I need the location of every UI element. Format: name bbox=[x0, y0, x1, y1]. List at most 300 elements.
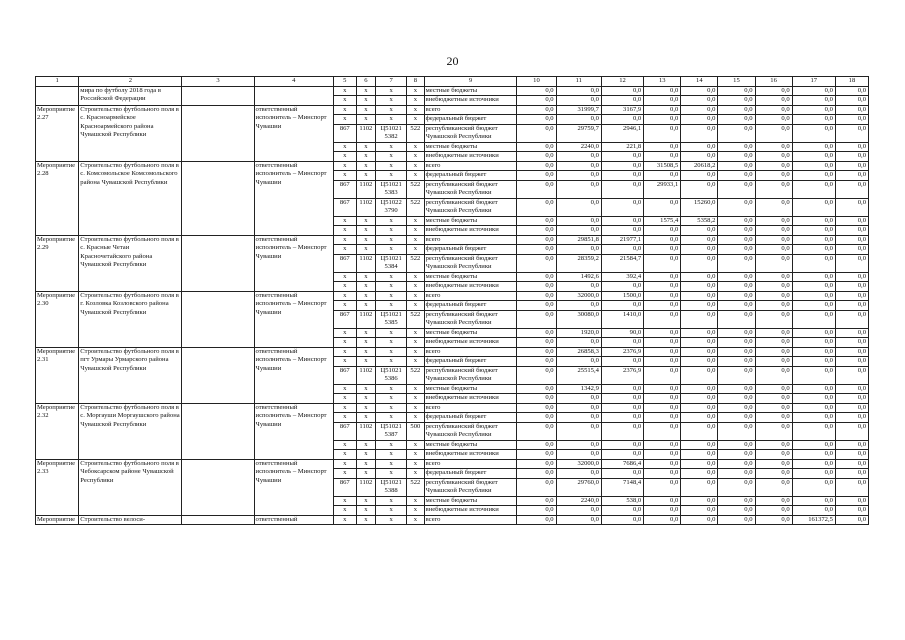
value-cell: 0,0 bbox=[755, 161, 792, 171]
value-cell: 0,0 bbox=[718, 254, 755, 272]
code-cell: х bbox=[333, 347, 356, 357]
value-cell: 0,0 bbox=[835, 366, 868, 384]
event-description-cell: Строительство велоси- bbox=[79, 515, 182, 525]
value-cell: 0,0 bbox=[792, 310, 835, 328]
value-cell: 3167,9 bbox=[601, 105, 643, 115]
value-cell: 0,0 bbox=[835, 440, 868, 450]
funding-source-cell: внебюджетные источники bbox=[424, 226, 517, 236]
value-cell: 0,0 bbox=[556, 180, 601, 198]
code-cell: 522 bbox=[407, 198, 425, 216]
column-header: 2 bbox=[79, 77, 182, 87]
value-cell: 0,0 bbox=[718, 96, 755, 106]
code-cell: Ц51021 5385 bbox=[376, 310, 407, 328]
code-cell: х bbox=[356, 171, 376, 181]
code-cell: х bbox=[356, 413, 376, 423]
value-cell: 0,0 bbox=[644, 235, 681, 245]
value-cell: 0,0 bbox=[644, 86, 681, 96]
value-cell: 0,0 bbox=[601, 171, 643, 181]
event-number-cell: Мероприятие bbox=[36, 515, 79, 525]
code-cell: х bbox=[356, 450, 376, 460]
value-cell: 0,0 bbox=[718, 291, 755, 301]
table-row bbox=[36, 105, 869, 115]
value-cell: 0,0 bbox=[718, 403, 755, 413]
value-cell: 0,0 bbox=[601, 152, 643, 162]
code-cell: х bbox=[376, 282, 407, 292]
event-description-cell: Строительство футбольного поля в с. Красные Четаи Красночетайского района Чувашской Республики bbox=[79, 235, 182, 291]
responsible-cell: ответственный исполнитель – Минспорт Чувашии bbox=[254, 291, 333, 347]
value-cell: 0,0 bbox=[718, 459, 755, 469]
value-cell: 28359,2 bbox=[556, 254, 601, 272]
value-cell: 0,0 bbox=[792, 272, 835, 282]
code-cell: х bbox=[333, 152, 356, 162]
code-cell: 1102 bbox=[356, 478, 376, 496]
code-cell: х bbox=[333, 357, 356, 367]
code-cell: х bbox=[407, 226, 425, 236]
code-cell: х bbox=[333, 328, 356, 338]
value-cell: 0,0 bbox=[755, 422, 792, 440]
code-cell: х bbox=[376, 245, 407, 255]
value-cell: 0,0 bbox=[601, 413, 643, 423]
value-cell: 0,0 bbox=[517, 216, 556, 226]
empty-cell bbox=[182, 347, 254, 403]
value-cell: 0,0 bbox=[792, 422, 835, 440]
value-cell: 1575,4 bbox=[644, 216, 681, 226]
event-number-cell: Мероприятие 2.30 bbox=[36, 291, 79, 347]
code-cell: х bbox=[376, 496, 407, 506]
code-cell: х bbox=[407, 171, 425, 181]
value-cell: 0,0 bbox=[644, 496, 681, 506]
column-header: 4 bbox=[254, 77, 333, 87]
value-cell: 0,0 bbox=[517, 403, 556, 413]
funding-source-cell: всего bbox=[424, 105, 517, 115]
value-cell: 0,0 bbox=[517, 245, 556, 255]
value-cell: 0,0 bbox=[718, 235, 755, 245]
code-cell: х bbox=[333, 235, 356, 245]
value-cell: 0,0 bbox=[718, 310, 755, 328]
value-cell: 0,0 bbox=[755, 496, 792, 506]
code-cell: х bbox=[333, 226, 356, 236]
code-cell: х bbox=[376, 469, 407, 479]
value-cell: 0,0 bbox=[681, 496, 718, 506]
value-cell: 0,0 bbox=[718, 384, 755, 394]
value-cell: 0,0 bbox=[601, 226, 643, 236]
value-cell: 32000,0 bbox=[556, 459, 601, 469]
value-cell: 0,0 bbox=[517, 142, 556, 152]
value-cell: 0,0 bbox=[755, 245, 792, 255]
value-cell: 0,0 bbox=[556, 216, 601, 226]
code-cell: 522 bbox=[407, 180, 425, 198]
funding-source-cell: федеральный бюджет bbox=[424, 301, 517, 311]
value-cell: 0,0 bbox=[718, 301, 755, 311]
funding-source-cell: республиканский бюджет Чувашской Республики bbox=[424, 422, 517, 440]
code-cell: х bbox=[356, 235, 376, 245]
column-header: 15 bbox=[718, 77, 755, 87]
value-cell: 0,0 bbox=[517, 171, 556, 181]
value-cell: 0,0 bbox=[681, 152, 718, 162]
table-row bbox=[36, 459, 869, 469]
code-cell: х bbox=[376, 216, 407, 226]
code-cell: 1102 bbox=[356, 124, 376, 142]
funding-source-cell: внебюджетные источники bbox=[424, 338, 517, 348]
value-cell: 0,0 bbox=[835, 478, 868, 496]
value-cell: 0,0 bbox=[835, 450, 868, 460]
value-cell: 0,0 bbox=[755, 291, 792, 301]
value-cell: 0,0 bbox=[644, 394, 681, 404]
empty-cell bbox=[182, 161, 254, 235]
value-cell: 0,0 bbox=[556, 413, 601, 423]
value-cell: 1500,0 bbox=[601, 291, 643, 301]
value-cell: 0,0 bbox=[792, 366, 835, 384]
code-cell: 1102 bbox=[356, 310, 376, 328]
funding-source-cell: республиканский бюджет Чувашской Республики bbox=[424, 198, 517, 216]
value-cell: 0,0 bbox=[835, 469, 868, 479]
value-cell: 0,0 bbox=[792, 496, 835, 506]
code-cell: х bbox=[376, 291, 407, 301]
funding-source-cell: местные бюджеты bbox=[424, 272, 517, 282]
value-cell: 0,0 bbox=[681, 254, 718, 272]
value-cell: 0,0 bbox=[792, 124, 835, 142]
value-cell: 0,0 bbox=[718, 347, 755, 357]
code-cell: х bbox=[376, 171, 407, 181]
value-cell: 0,0 bbox=[517, 440, 556, 450]
value-cell: 0,0 bbox=[718, 115, 755, 125]
value-cell: 0,0 bbox=[556, 86, 601, 96]
table-row bbox=[36, 515, 869, 525]
code-cell: Ц51021 5382 bbox=[376, 124, 407, 142]
code-cell: х bbox=[333, 272, 356, 282]
event-number-cell: Мероприятие 2.28 bbox=[36, 161, 79, 235]
value-cell: 0,0 bbox=[556, 515, 601, 525]
value-cell: 0,0 bbox=[681, 291, 718, 301]
value-cell: 0,0 bbox=[681, 235, 718, 245]
value-cell: 0,0 bbox=[792, 450, 835, 460]
value-cell: 0,0 bbox=[556, 440, 601, 450]
code-cell: х bbox=[333, 301, 356, 311]
value-cell: 0,0 bbox=[681, 440, 718, 450]
value-cell: 0,0 bbox=[644, 254, 681, 272]
value-cell: 21584,7 bbox=[601, 254, 643, 272]
value-cell: 0,0 bbox=[835, 506, 868, 516]
value-cell: 0,0 bbox=[556, 198, 601, 216]
code-cell: 522 bbox=[407, 124, 425, 142]
value-cell: 0,0 bbox=[681, 394, 718, 404]
column-header: 5 bbox=[333, 77, 356, 87]
code-cell: х bbox=[356, 161, 376, 171]
code-cell: х bbox=[333, 469, 356, 479]
value-cell: 2946,1 bbox=[601, 124, 643, 142]
table-row bbox=[36, 403, 869, 413]
table-row bbox=[36, 291, 869, 301]
code-cell: 1102 bbox=[356, 180, 376, 198]
code-cell: х bbox=[376, 328, 407, 338]
value-cell: 0,0 bbox=[517, 198, 556, 216]
value-cell: 0,0 bbox=[835, 394, 868, 404]
funding-source-cell: всего bbox=[424, 459, 517, 469]
value-cell: 0,0 bbox=[556, 394, 601, 404]
event-description-cell: мира по футболу 2018 года в Российской Федерации bbox=[79, 86, 182, 105]
column-header: 14 bbox=[681, 77, 718, 87]
funding-source-cell: всего bbox=[424, 403, 517, 413]
code-cell: х bbox=[356, 347, 376, 357]
funding-source-cell: местные бюджеты bbox=[424, 384, 517, 394]
code-cell: х bbox=[376, 338, 407, 348]
column-header: 18 bbox=[835, 77, 868, 87]
funding-source-cell: федеральный бюджет bbox=[424, 357, 517, 367]
value-cell: 0,0 bbox=[718, 440, 755, 450]
funding-source-cell: республиканский бюджет Чувашской Республики bbox=[424, 124, 517, 142]
empty-cell bbox=[182, 459, 254, 515]
value-cell: 29851,8 bbox=[556, 235, 601, 245]
value-cell: 0,0 bbox=[681, 469, 718, 479]
code-cell: х bbox=[407, 347, 425, 357]
value-cell: 0,0 bbox=[792, 198, 835, 216]
value-cell: 0,0 bbox=[681, 86, 718, 96]
value-cell: 0,0 bbox=[718, 506, 755, 516]
value-cell: 0,0 bbox=[792, 413, 835, 423]
value-cell: 0,0 bbox=[556, 115, 601, 125]
funding-source-cell: республиканский бюджет Чувашской Республики bbox=[424, 310, 517, 328]
value-cell: 0,0 bbox=[792, 171, 835, 181]
value-cell: 0,0 bbox=[835, 245, 868, 255]
value-cell: 30080,0 bbox=[556, 310, 601, 328]
code-cell: 522 bbox=[407, 366, 425, 384]
value-cell: 0,0 bbox=[644, 328, 681, 338]
code-cell: х bbox=[407, 394, 425, 404]
value-cell: 0,0 bbox=[755, 86, 792, 96]
value-cell: 0,0 bbox=[792, 440, 835, 450]
code-cell: х bbox=[333, 291, 356, 301]
value-cell: 0,0 bbox=[556, 152, 601, 162]
code-cell: х bbox=[407, 403, 425, 413]
code-cell: х bbox=[407, 115, 425, 125]
code-cell: 867 bbox=[333, 254, 356, 272]
event-number-cell: Мероприятие 2.27 bbox=[36, 105, 79, 161]
code-cell: х bbox=[333, 459, 356, 469]
code-cell: х bbox=[356, 394, 376, 404]
code-cell: х bbox=[376, 115, 407, 125]
value-cell: 0,0 bbox=[517, 357, 556, 367]
value-cell: 0,0 bbox=[644, 422, 681, 440]
value-cell: 0,0 bbox=[835, 291, 868, 301]
value-cell: 0,0 bbox=[644, 469, 681, 479]
funding-source-cell: федеральный бюджет bbox=[424, 245, 517, 255]
value-cell: 0,0 bbox=[792, 469, 835, 479]
value-cell: 0,0 bbox=[517, 328, 556, 338]
code-cell: х bbox=[333, 506, 356, 516]
value-cell: 0,0 bbox=[755, 105, 792, 115]
value-cell: 0,0 bbox=[644, 440, 681, 450]
code-cell: х bbox=[376, 450, 407, 460]
funding-source-cell: внебюджетные источники bbox=[424, 152, 517, 162]
value-cell: 0,0 bbox=[517, 394, 556, 404]
funding-source-cell: внебюджетные источники bbox=[424, 282, 517, 292]
value-cell: 7148,4 bbox=[601, 478, 643, 496]
value-cell: 2376,9 bbox=[601, 347, 643, 357]
value-cell: 0,0 bbox=[835, 105, 868, 115]
value-cell: 0,0 bbox=[681, 328, 718, 338]
code-cell: х bbox=[356, 440, 376, 450]
value-cell: 2376,9 bbox=[601, 366, 643, 384]
value-cell: 0,0 bbox=[755, 124, 792, 142]
value-cell: 161372,5 bbox=[792, 515, 835, 525]
value-cell: 0,0 bbox=[517, 96, 556, 106]
code-cell: х bbox=[356, 272, 376, 282]
value-cell: 0,0 bbox=[556, 245, 601, 255]
value-cell: 0,0 bbox=[517, 310, 556, 328]
value-cell: 0,0 bbox=[601, 506, 643, 516]
value-cell: 0,0 bbox=[835, 235, 868, 245]
value-cell: 0,0 bbox=[792, 105, 835, 115]
value-cell: 0,0 bbox=[835, 301, 868, 311]
column-header: 8 bbox=[407, 77, 425, 87]
value-cell: 0,0 bbox=[644, 506, 681, 516]
funding-source-cell: местные бюджеты bbox=[424, 440, 517, 450]
value-cell: 0,0 bbox=[681, 272, 718, 282]
responsible-cell: ответственный исполнитель – Минспорт Чувашии bbox=[254, 235, 333, 291]
code-cell: х bbox=[376, 515, 407, 525]
code-cell: х bbox=[356, 291, 376, 301]
value-cell: 0,0 bbox=[601, 96, 643, 106]
funding-source-cell: местные бюджеты bbox=[424, 86, 517, 96]
code-cell: х bbox=[333, 216, 356, 226]
code-cell: 1102 bbox=[356, 422, 376, 440]
value-cell: 0,0 bbox=[755, 142, 792, 152]
code-cell: х bbox=[333, 496, 356, 506]
code-cell: х bbox=[356, 115, 376, 125]
value-cell: 0,0 bbox=[755, 235, 792, 245]
code-cell: х bbox=[333, 115, 356, 125]
value-cell: 0,0 bbox=[792, 115, 835, 125]
value-cell: 25515,4 bbox=[556, 366, 601, 384]
value-cell: 0,0 bbox=[835, 282, 868, 292]
value-cell: 0,0 bbox=[835, 254, 868, 272]
value-cell: 0,0 bbox=[755, 440, 792, 450]
funding-source-cell: федеральный бюджет bbox=[424, 469, 517, 479]
funding-source-cell: республиканский бюджет Чувашской Республики bbox=[424, 478, 517, 496]
value-cell: 0,0 bbox=[556, 226, 601, 236]
code-cell: х bbox=[407, 338, 425, 348]
value-cell: 0,0 bbox=[681, 357, 718, 367]
value-cell: 20618,2 bbox=[681, 161, 718, 171]
value-cell: 0,0 bbox=[792, 254, 835, 272]
code-cell: х bbox=[407, 301, 425, 311]
column-header: 10 bbox=[517, 77, 556, 87]
value-cell: 0,0 bbox=[718, 86, 755, 96]
value-cell: 0,0 bbox=[792, 216, 835, 226]
code-cell: х bbox=[407, 469, 425, 479]
value-cell: 0,0 bbox=[718, 180, 755, 198]
code-cell: х bbox=[376, 226, 407, 236]
value-cell: 0,0 bbox=[601, 384, 643, 394]
code-cell: х bbox=[376, 96, 407, 106]
value-cell: 0,0 bbox=[681, 171, 718, 181]
code-cell: х bbox=[376, 235, 407, 245]
budget-table bbox=[35, 76, 869, 525]
code-cell: х bbox=[407, 282, 425, 292]
value-cell: 0,0 bbox=[644, 105, 681, 115]
code-cell: х bbox=[407, 459, 425, 469]
value-cell: 0,0 bbox=[517, 152, 556, 162]
value-cell: 0,0 bbox=[835, 347, 868, 357]
code-cell: х bbox=[376, 384, 407, 394]
value-cell: 0,0 bbox=[718, 152, 755, 162]
code-cell: х bbox=[407, 235, 425, 245]
value-cell: 0,0 bbox=[755, 152, 792, 162]
value-cell: 0,0 bbox=[792, 180, 835, 198]
table-row bbox=[36, 86, 869, 96]
value-cell: 0,0 bbox=[835, 338, 868, 348]
event-description-cell: Строительство футбольного поля в с. Красноармейское Красноармейского района Чувашской Республики bbox=[79, 105, 182, 161]
code-cell: х bbox=[407, 515, 425, 525]
value-cell: 0,0 bbox=[644, 403, 681, 413]
code-cell: 867 bbox=[333, 310, 356, 328]
event-description-cell: Строительство футбольного поля в г. Козловка Козловского района Чувашской Республики bbox=[79, 291, 182, 347]
code-cell: х bbox=[376, 152, 407, 162]
column-header: 7 bbox=[376, 77, 407, 87]
value-cell: 0,0 bbox=[601, 282, 643, 292]
value-cell: 0,0 bbox=[755, 394, 792, 404]
value-cell: 0,0 bbox=[792, 301, 835, 311]
value-cell: 0,0 bbox=[517, 450, 556, 460]
value-cell: 0,0 bbox=[835, 384, 868, 394]
value-cell: 0,0 bbox=[517, 384, 556, 394]
code-cell: х bbox=[356, 96, 376, 106]
value-cell: 0,0 bbox=[556, 506, 601, 516]
value-cell: 0,0 bbox=[644, 338, 681, 348]
value-cell: 0,0 bbox=[792, 338, 835, 348]
value-cell: 0,0 bbox=[681, 142, 718, 152]
event-number-cell: Мероприятие 2.29 bbox=[36, 235, 79, 291]
code-cell: х bbox=[333, 142, 356, 152]
code-cell: х bbox=[376, 459, 407, 469]
code-cell: х bbox=[407, 328, 425, 338]
value-cell: 0,0 bbox=[644, 282, 681, 292]
value-cell: 0,0 bbox=[718, 328, 755, 338]
code-cell: х bbox=[407, 413, 425, 423]
value-cell: 0,0 bbox=[755, 403, 792, 413]
event-number-cell bbox=[36, 86, 79, 105]
value-cell: 0,0 bbox=[835, 86, 868, 96]
value-cell: 0,0 bbox=[718, 171, 755, 181]
value-cell: 0,0 bbox=[755, 96, 792, 106]
code-cell: х bbox=[407, 506, 425, 516]
code-cell: 522 bbox=[407, 310, 425, 328]
code-cell: х bbox=[333, 394, 356, 404]
responsible-cell: ответственный исполнитель – Минспорт Чувашии bbox=[254, 347, 333, 403]
value-cell: 0,0 bbox=[755, 478, 792, 496]
code-cell: х bbox=[333, 86, 356, 96]
value-cell: 0,0 bbox=[644, 366, 681, 384]
value-cell: 0,0 bbox=[644, 124, 681, 142]
value-cell: 0,0 bbox=[556, 338, 601, 348]
value-cell: 0,0 bbox=[718, 282, 755, 292]
code-cell: х bbox=[356, 384, 376, 394]
value-cell: 0,0 bbox=[556, 96, 601, 106]
value-cell: 0,0 bbox=[517, 282, 556, 292]
value-cell: 0,0 bbox=[792, 478, 835, 496]
value-cell: 0,0 bbox=[601, 357, 643, 367]
code-cell: 867 bbox=[333, 198, 356, 216]
code-cell: х bbox=[376, 105, 407, 115]
value-cell: 0,0 bbox=[556, 403, 601, 413]
value-cell: 0,0 bbox=[835, 171, 868, 181]
code-cell: Ц51022 3790 bbox=[376, 198, 407, 216]
code-cell: х bbox=[356, 226, 376, 236]
value-cell: 0,0 bbox=[718, 216, 755, 226]
code-cell: х bbox=[333, 413, 356, 423]
column-header: 6 bbox=[356, 77, 376, 87]
value-cell: 0,0 bbox=[681, 115, 718, 125]
